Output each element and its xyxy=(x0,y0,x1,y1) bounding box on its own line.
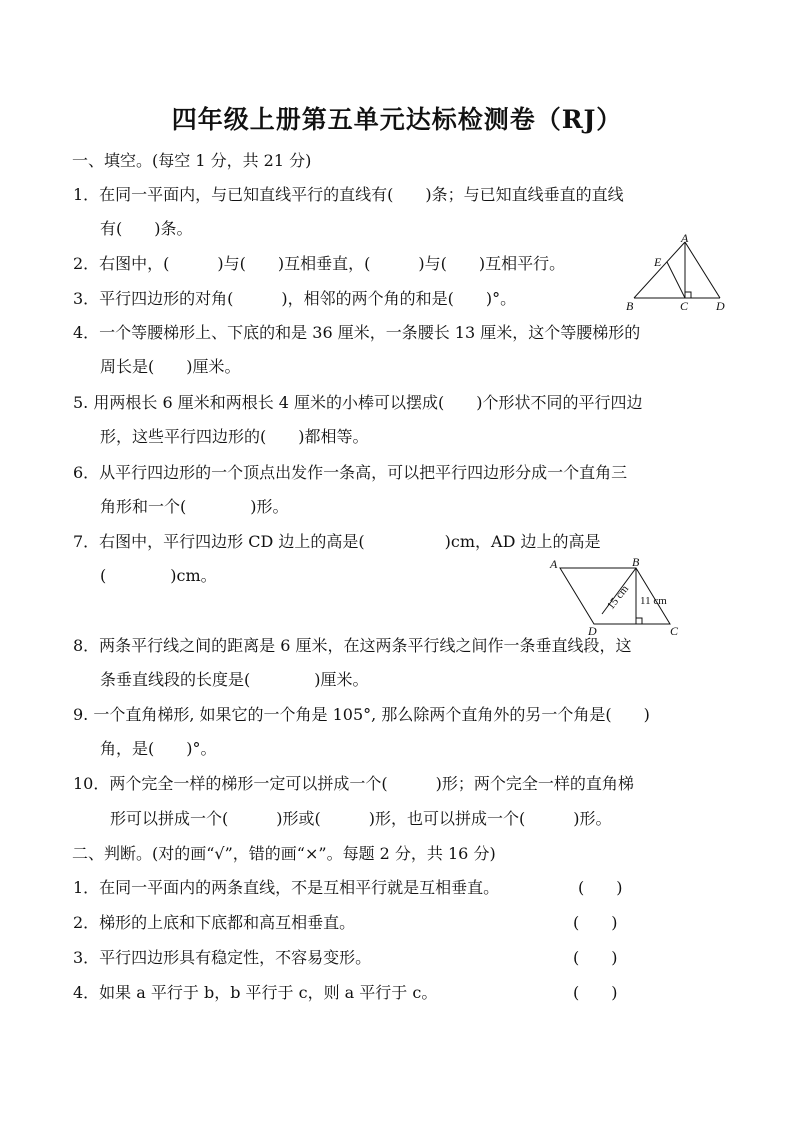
label-a2: A xyxy=(550,557,558,571)
label-b2: B xyxy=(632,556,640,569)
q1-line-2: 有( )条。 xyxy=(100,219,193,238)
segment-ec xyxy=(667,262,685,298)
parallelogram-figure xyxy=(540,556,692,636)
judge-2-text: 2．梯形的上底和下底都和高互相垂直。 xyxy=(73,913,356,932)
judge-2-answer-blank[interactable]: ( ) xyxy=(573,913,618,932)
label-a: A xyxy=(681,232,689,245)
judge-3-text: 3．平行四边形具有稳定性，不容易变形。 xyxy=(73,948,372,967)
side-ad xyxy=(685,242,720,298)
q1-line-1: 1．在同一平面内，与已知直线平行的直线有( )条；与已知直线垂直的直线 xyxy=(73,185,624,204)
label-d: D xyxy=(716,299,725,312)
q8-line-2: 条垂直线段的长度是( )厘米。 xyxy=(100,670,369,689)
label-d2: D xyxy=(588,624,597,636)
right-angle-mark xyxy=(685,292,691,298)
q9-line-1: 9. 一个直角梯形, 如果它的一个角是 105°, 那么除两个直角外的另一个角是( ) xyxy=(73,705,650,724)
q4-line-1: 4．一个等腰梯形上、下底的和是 36 厘米，一条腰长 13 厘米，这个等腰梯形的 xyxy=(73,323,641,342)
judge-1-text: 1．在同一平面内的两条直线，不是互相平行就是互相垂直。 xyxy=(73,878,500,897)
triangle-figure xyxy=(622,232,732,312)
q10-line-1: 10．两个完全一样的梯形一定可以拼成一个( )形；两个完全一样的直角梯 xyxy=(73,774,634,793)
slant-length-label: 15 cm xyxy=(604,583,632,612)
judge-4-text: 4．如果 a 平行于 b，b 平行于 c，则 a 平行于 c。 xyxy=(73,983,438,1002)
judge-1-answer-blank[interactable]: ( ) xyxy=(578,878,623,897)
height-length-label: 11 cm xyxy=(640,595,667,607)
judge-3-answer-blank[interactable]: ( ) xyxy=(573,948,618,967)
q3-line: 3．平行四边形的对角( )，相邻的两个角的和是( )°。 xyxy=(73,289,517,308)
q10-line-2: 形可以拼成一个( )形或( )形，也可以拼成一个( )形。 xyxy=(110,809,612,828)
q7-line-1: 7．右图中，平行四边形 CD 边上的高是( )cm，AD 边上的高是 xyxy=(73,532,601,551)
q2-line: 2．右图中，( )与( )互相垂直，( )与( )互相平行。 xyxy=(73,254,566,273)
label-e: E xyxy=(654,255,662,269)
page-title: 四年级上册第五单元达标检测卷（RJ） xyxy=(171,105,623,134)
q9-line-2: 角，是( )°。 xyxy=(100,739,217,758)
judge-4-answer-blank[interactable]: ( ) xyxy=(573,983,618,1002)
section-1-heading: 一、填空。(每空 1 分，共 21 分) xyxy=(72,151,312,170)
label-b: B xyxy=(626,299,634,312)
side-ba xyxy=(634,242,685,298)
q5-line-2: 形，这些平行四边形的( )都相等。 xyxy=(100,427,369,446)
q7-line-2: ( )cm。 xyxy=(100,566,217,585)
section-2-heading: 二、判断。(对的画“√”，错的画“×”。每题 2 分，共 16 分) xyxy=(72,844,496,863)
q4-line-2: 周长是( )厘米。 xyxy=(100,357,241,376)
right-angle-mark-1 xyxy=(636,618,642,624)
q8-line-1: 8．两条平行线之间的距离是 6 厘米，在这两条平行线之间作一条垂直线段，这 xyxy=(73,636,632,655)
q6-line-1: 6．从平行四边形的一个顶点出发作一条高，可以把平行四边形分成一个直角三 xyxy=(73,463,628,482)
q6-line-2: 角形和一个( )形。 xyxy=(100,497,289,516)
label-c: C xyxy=(680,299,689,312)
label-c2: C xyxy=(670,624,679,636)
q5-line-1: 5. 用两根长 6 厘米和两根长 4 厘米的小棒可以摆成( )个形状不同的平行四边 xyxy=(73,393,643,412)
